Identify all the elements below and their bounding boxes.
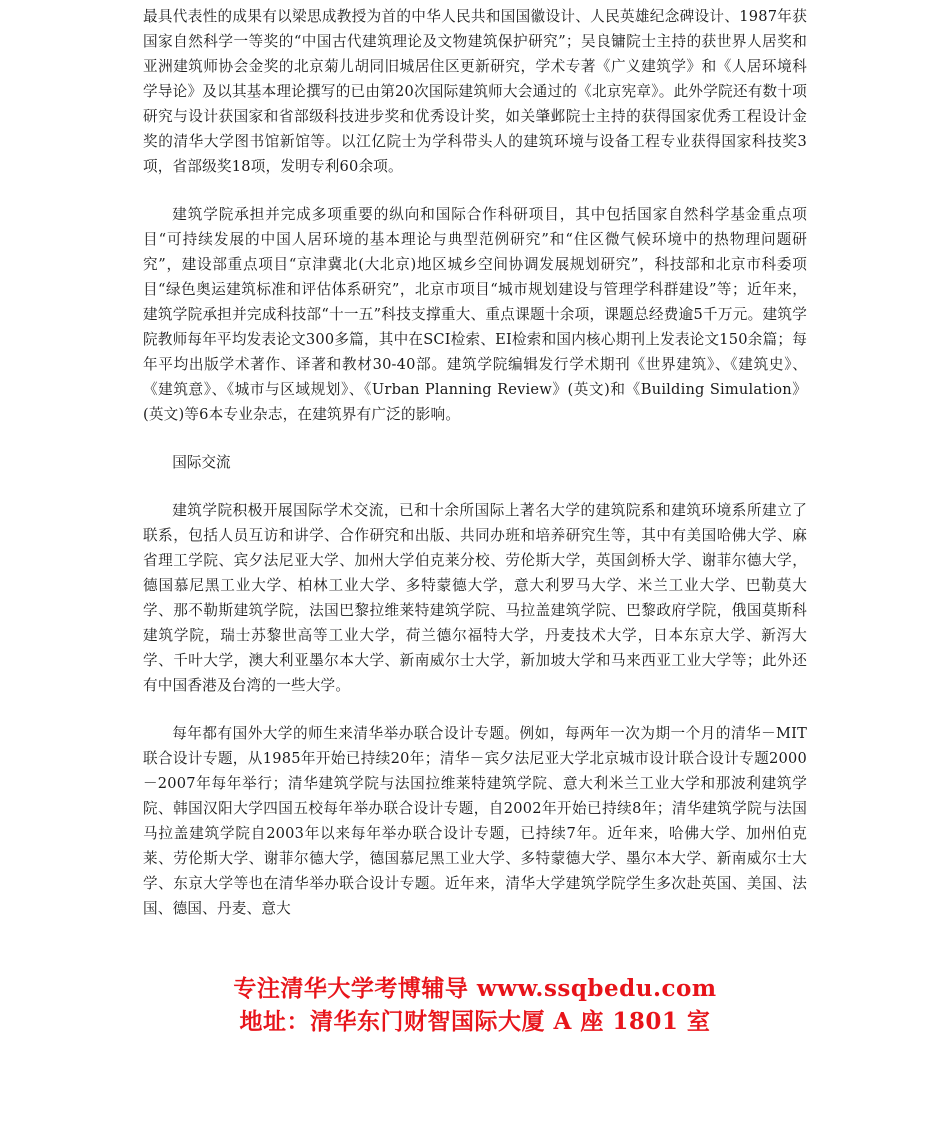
paragraph-international-partners: 建筑学院积极开展国际学术交流，已和十余所国际上著名大学的建筑院系和建筑环境系所建立了联系，包括人员互访和讲学、合作研究和出版、共同办班和培养研究生等，其中有美国哈佛大学、麻省理工学院、宾夕法尼亚大学、加州大学伯克莱分校、劳伦斯大学，英国剑桥大学、谢菲尔德大学，德国慕尼黑工业大学、柏林工业大学、多特蒙德大学，意大利罗马大学、米兰工业大学、巴勒莫大学、那不勒斯建筑学院，法国巴黎拉维莱特建筑学院、马拉盖建筑学院、巴黎政府学院，俄国莫斯科建筑学院，瑞士苏黎世高等工业大学，荷兰德尔福特大学，丹麦技术大学，日本东京大学、新泻大学、千叶大学，澳大利亚墨尔本大学、新南威尔士大学，新加坡大学和马来西亚工业大学等；此外还有中国香港及台湾的一些大学。 (143, 502, 807, 694)
footer-address-line: 地址：清华东门财智国际大厦 A 座 1801 室 (239, 1008, 711, 1035)
paragraph-joint-design-studios: 每年都有国外大学的师生来清华举办联合设计专题。例如，每两年一次为期一个月的清华－MIT联合设计专题，从1985年开始已持续20年；清华－宾夕法尼亚大学北京城市设计联合设计专题2000－2007年每年举行；清华建筑学院与法国拉维莱特建筑学院、意大利米兰工业大学和那波利建筑学院、韩国汉阳大学四国五校每年举办联合设计专题，自2002年开始已持续8年；清华建筑学院与法国马拉盖建筑学院自2003年以来每年举办联合设计专题，已持续7年。近年来，哈佛大学、加州伯克莱、劳伦斯大学、谢菲尔德大学，德国慕尼黑工业大学、多特蒙德大学、墨尔本大学、新南威尔士大学、东京大学等也在清华举办联合设计专题。近年来，清华大学建筑学院学生多次赴英国、美国、法国、德国、丹麦、意大 (143, 725, 807, 917)
footer-advert-line: 专注清华大学考博辅导 www.ssqbedu.com (233, 975, 717, 1002)
paragraph-research-achievements: 最具代表性的成果有以梁思成教授为首的中华人民共和国国徽设计、人民英雄纪念碑设计、1987年获国家自然科学一等奖的“中国古代建筑理论及文物建筑保护研究”；吴良镛院士主持的获世界人居奖和亚洲建筑师协会金奖的北京菊儿胡同旧城居住区更新研究，学术专著《广义建筑学》和《人居环境科学导论》及以其基本理论撰写的已由第20次国际建筑师大会通过的《北京宪章》。此外学院还有数十项研究与设计获国家和省部级科技进步奖和优秀设计奖，如关肇邺院士主持的获得国家优秀工程设计金奖的清华大学图书馆新馆等。以江亿院士为学科带头人的建筑环境与设备工程专业获得国家科技奖3项，省部级奖18项，发明专利60余项。 (143, 8, 807, 175)
section-heading-international-exchange: 国际交流 (172, 454, 231, 471)
document-body (143, 4, 807, 944)
paragraph-research-projects: 建筑学院承担并完成多项重要的纵向和国际合作科研项目，其中包括国家自然科学基金重点项目“可持续发展的中国人居环境的基本理论与典型范例研究”和“住区微气候环境中的热物理问题研究”，建设部重点项目“京津冀北(大北京)地区城乡空间协调发展规划研究”，科技部和北京市科委项目“绿色奥运建筑标准和评估体系研究”，北京市项目“城市规划建设与管理学科群建设”等；近年来，建筑学院承担并完成科技部“十一五”科技支撑重大、重点课题十余项，课题总经费逾5千万元。建筑学院教师每年平均发表论文300多篇，其中在SCI检索、EI检索和国内核心期刊上发表论文150余篇；每年平均出版学术著作、译著和教材30-40部。建筑学院编辑发行学术期刊《世界建筑》、《建筑史》、《建筑意》、《城市与区域规划》、《Urban Planning Review》(英文)和《Building Simulation》(英文)等6本专业杂志，在建筑界有广泛的影响。 (143, 206, 807, 423)
